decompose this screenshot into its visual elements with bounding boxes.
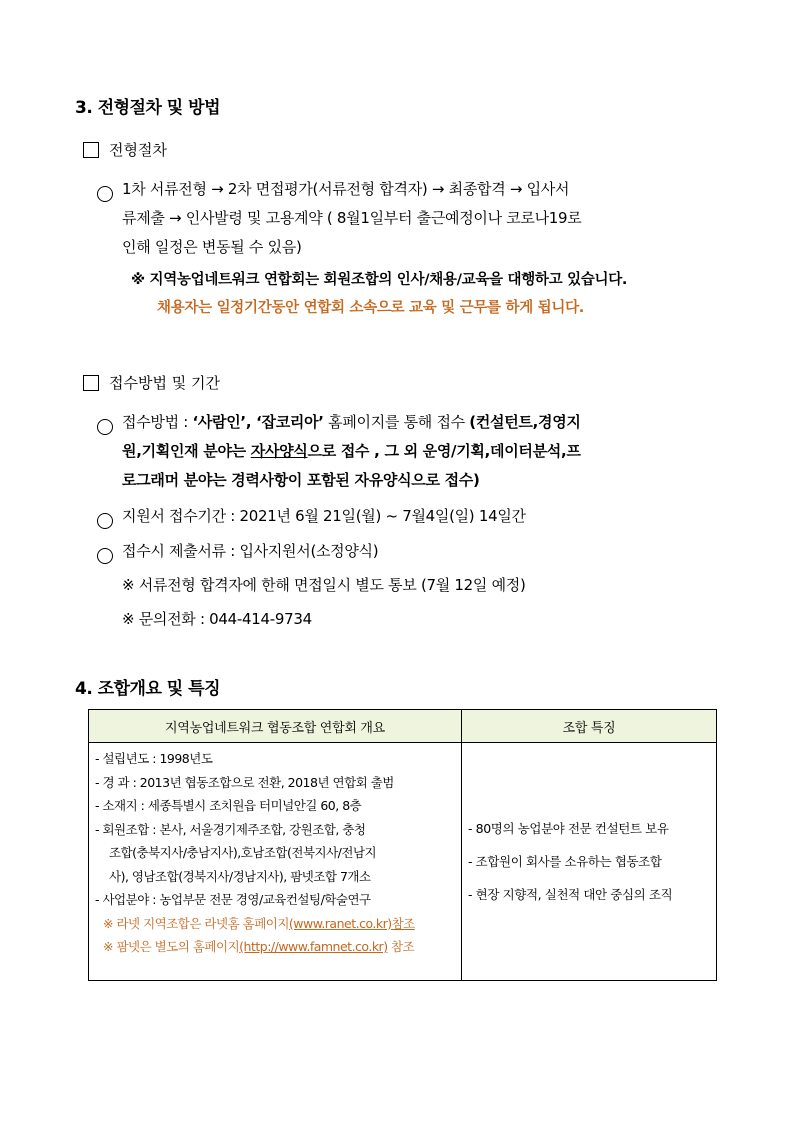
section3-title: 3. 전형절차 및 방법 (75, 98, 220, 118)
apply-heading: 접수방법 및 기간 (109, 374, 220, 392)
list-item: - 경 과 : 2013년 협동조합으로 전환, 2018년 연합회 출범 (95, 774, 394, 790)
ranet-note (95, 912, 455, 936)
list-item: - 설립년도 : 1998년도 (95, 751, 213, 766)
checkbox-square-icon (83, 375, 99, 391)
ranet-note-text: ※ 라넷 지역조합은 라넷홈 홈페이지 (103, 915, 289, 931)
famnet-link[interactable]: (http://www.famnet.co.kr) (239, 939, 388, 954)
overview-table (88, 709, 717, 981)
checkbox-square-icon (83, 142, 99, 158)
method-line-3: 로그래머 분야는 경력사항이 포함된 자유양식으로 접수) (122, 471, 480, 489)
method-text: 홈페이지를 통해 접수 (323, 413, 470, 431)
apply-heading-block (83, 372, 220, 393)
famnet-note-text: ※ 팜넷은 별도의 홈페이지 (103, 939, 240, 954)
overview-cell (89, 743, 462, 981)
process-heading: 전형절차 (109, 141, 167, 159)
process-line-2: 류제출 → 인사발령 및 고용계약 ( 8월1일부터 출근예정이나 코로나19로 (122, 209, 582, 227)
list-item: - 조합원이 회사를 소유하는 협동조합 (468, 854, 662, 869)
circle-bullet-icon (97, 186, 113, 202)
period-line: 지원서 접수기간 : 2021년 6월 21일(월) ~ 7월4일(일) 14일간 (122, 507, 526, 525)
docs-line: 접수시 제출서류 : 입사지원서(소정양식) (122, 542, 379, 560)
process-line-1: 1차 서류전형 → 2차 면접평가(서류전형 합격자) → 최종합격 → 입사서 (122, 180, 570, 198)
list-item: 사), 영남조합(경북지사/경남지사), 팜넷조합 7개소 (109, 868, 371, 884)
list-item: - 현장 지향적, 실천적 대안 중심의 조직 (468, 887, 673, 902)
method-sites: ‘사람인’, ‘잡코리아’ (192, 413, 324, 431)
circle-bullet-icon (97, 513, 113, 529)
phone-note: ※ 문의전화 : 044-414-9734 (122, 610, 312, 628)
interview-note: ※ 서류전형 합격자에 한해 면접일시 별도 통보 (7월 12일 예정) (122, 576, 526, 594)
famnet-note-suffix: 참조 (387, 939, 415, 954)
note-bold-text: 지역농업네트워크 연합회는 회원조합의 인사/채용/교육을 대행하고 있습니다. (149, 272, 628, 288)
list-item: - 사업분야 : 농업부문 전문 경영/교육컨설팅/학술연구 (95, 892, 371, 907)
process-heading-block (83, 139, 167, 160)
method-l2-c: 으로 접수 , 그 외 운영/기획,데이터분석,프 (307, 442, 581, 460)
process-line-3: 인해 일정은 변동될 수 있음) (122, 238, 302, 256)
famnet-note (95, 935, 455, 959)
list-item: - 80명의 농업분야 전문 컨설턴트 보유 (468, 821, 669, 836)
own-form-text: 자사양식 (250, 442, 308, 460)
method-label: 접수방법 : (122, 413, 193, 431)
list-item: - 소재지 : 세종특별시 조치원읍 터미널안길 60, 8층 (95, 798, 362, 813)
features-cell (462, 743, 717, 981)
method-l2-a: 원,기획인재 분야는 (122, 442, 251, 460)
list-item: - 회원조합 : 본사, 서울경기제주조합, 강원조합, 충청 (95, 821, 366, 837)
list-item: 조합(충북지사/충남지사),호남조합(전북지사/전남지 (109, 845, 377, 860)
method-line-2 (122, 436, 581, 467)
process-note-orange: 채용자는 일정기간동안 연합회 소속으로 교육 및 근무를 하게 됩니다. (157, 300, 584, 316)
table-header-features: 조합 특징 (462, 710, 717, 743)
process-note-bold (131, 265, 627, 296)
method-paren: (컨설턴트,경영지 (469, 413, 581, 431)
circle-bullet-icon (97, 419, 113, 435)
method-line-1 (122, 407, 581, 438)
note-mark: ※ (131, 272, 145, 288)
section4-title: 4. 조합개요 및 특징 (75, 679, 220, 699)
circle-bullet-icon (97, 548, 113, 564)
table-header-overview: 지역농업네트워크 협동조합 연합회 개요 (89, 710, 462, 743)
ranet-link[interactable]: (www.ranet.co.kr)참조 (288, 915, 415, 931)
